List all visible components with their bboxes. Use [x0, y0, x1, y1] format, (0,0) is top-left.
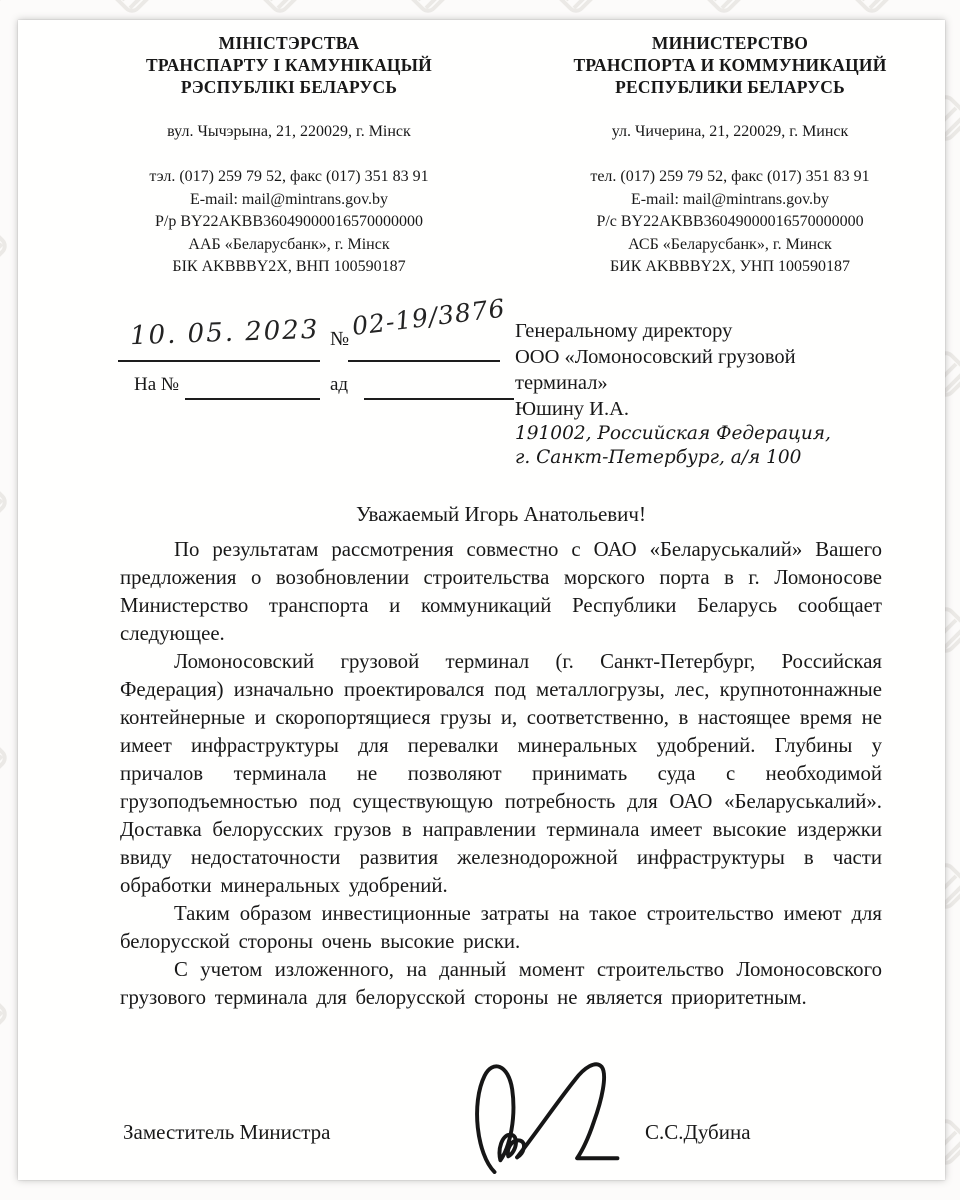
watermark-motif-icon [0, 214, 16, 283]
number-sign-label: № [330, 328, 350, 350]
reply-to-number-label: На № [134, 374, 180, 395]
watermark-motif-icon [0, 0, 16, 27]
recipient-company-line: терминал» [515, 372, 608, 394]
bik-line: БІК AKBBBY2X, ВНП 100590187 [172, 258, 406, 275]
signer-position-title: Заместитель Министра [123, 1120, 331, 1144]
handwritten-signature-icon [461, 1056, 646, 1179]
account-line: Р/с BY22AKBB36049000016570000000 [596, 213, 864, 230]
body-paragraph: По результатам рассмотрения совместно с ОАО «Беларуськалий» Вашего предложения о возобновлении строительства морского порта в г. Ломоносове Министерство транспорта и коммуникаций Республики Беларусь сообщает следующее. [120, 538, 882, 645]
recipient-company-line: ООО «Ломоносовский грузовой [515, 346, 796, 368]
letter-body [120, 536, 882, 1012]
reply-date-label: ад [330, 374, 349, 395]
org-name-line: РЕСПУБЛИКИ БЕЛАРУСЬ [615, 77, 845, 97]
bik-line: БИК AKBBBY2X, УНП 100590187 [609, 258, 851, 275]
body-paragraph: С учетом изложенного, на данный момент строительство Ломоносовского грузового терминала для белорусской стороны не является приоритетным. [120, 958, 882, 1009]
handwritten-outgoing-number: 02-19/3876 [350, 293, 507, 341]
org-name-line: ТРАНСПАРТУ І КАМУНІКАЦЫЙ [146, 55, 432, 75]
date-underline [118, 360, 320, 362]
phone-fax-line: тел. (017) 259 79 52, факс (017) 351 83 91 [590, 168, 870, 185]
contact-block-belarusian [74, 166, 504, 279]
body-paragraph: Ломоносовский грузовой терминал (г. Санкт-Петербург, Российская Федерация) изначально проектировался под металлогрузы, лес, крупнотоннажные контейнерные и скоропортящиеся грузы и, соответственно, в настоящее время не имеет инфраструктуры для перевалки минеральных удобрений. Глубины у причалов терминала не позволяют принимать суда с необходимой грузоподъемностью под существующую потребность для ОАО «Беларуськалий». Доставка белорусских грузов в направлении терминала имеет высокие издержки ввиду недостаточности развития железнодорожной инфраструктуры в части обработки минеральных удобрений. [120, 650, 882, 897]
handwritten-date: 10. 05. 2023 [129, 314, 320, 352]
watermark-motif-icon [0, 726, 16, 795]
signer-name: С.С.Дубина [645, 1120, 751, 1144]
bank-line: ААБ «Беларусбанк», г. Мінск [188, 235, 390, 253]
phone-fax-line: тэл. (017) 259 79 52, факс (017) 351 83 91 [149, 168, 429, 185]
recipient-postal-line: г. Санкт-Петербург, а/я 100 [515, 447, 802, 468]
reply-number-blank-line [185, 398, 320, 400]
recipient-block [515, 318, 925, 470]
street-address-belarusian: вул. Чычэрына, 21, 220029, г. Мінск [167, 123, 411, 140]
email-line: E-mail: mail@mintrans.gov.by [189, 190, 389, 208]
salutation: Уважаемый Игорь Анатольевич! [356, 502, 646, 526]
watermark-motif-icon [0, 982, 16, 1051]
letter-page [18, 20, 945, 1180]
email-line: E-mail: mail@mintrans.gov.by [630, 190, 830, 208]
street-address-russian: ул. Чичерина, 21, 220029, г. Минск [611, 123, 849, 140]
recipient-postal-line: 191002, Российская Федерация, [515, 423, 831, 444]
bank-line: АСБ «Беларусбанк», г. Минск [628, 235, 832, 253]
body-paragraph: Таким образом инвестиционные затраты на такое строительство имеют для белорусской стороны очень высокие риски. [120, 902, 882, 953]
org-name-line: МИНИСТЕРСТВО [651, 33, 809, 53]
org-name-line: ТРАНСПОРТА И КОММУНИКАЦИЙ [573, 55, 887, 75]
org-name-belarusian [74, 32, 504, 98]
reply-date-blank-line [364, 398, 514, 400]
account-line: Р/р BY22AKBB36049000016570000000 [154, 213, 424, 230]
recipient-person: Юшину И.А. [515, 398, 630, 420]
reference-block [118, 293, 518, 407]
org-name-russian [515, 32, 945, 98]
recipient-title: Генеральному директору [515, 320, 733, 342]
watermark-motif-icon [0, 470, 16, 539]
contact-block-russian [515, 166, 945, 279]
org-name-line: МІНІСТЭРСТВА [218, 33, 360, 53]
org-name-line: РЭСПУБЛІКІ БЕЛАРУСЬ [180, 77, 398, 97]
number-underline [348, 360, 500, 362]
